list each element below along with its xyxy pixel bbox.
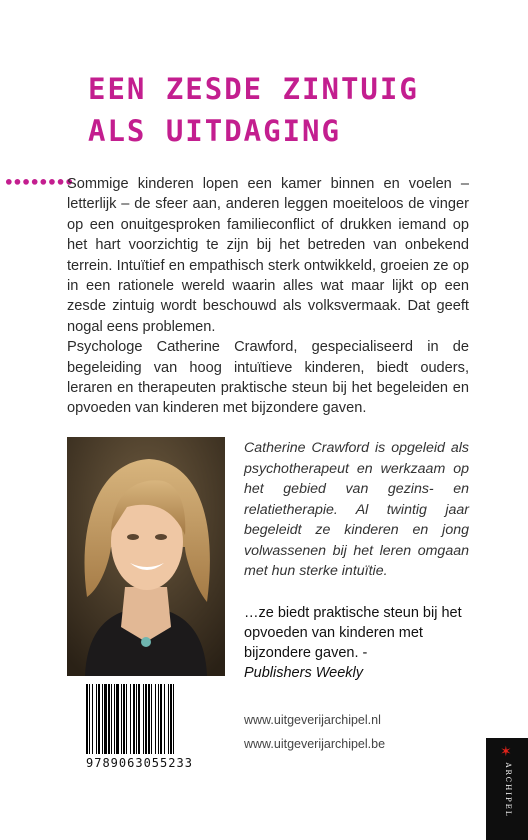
- barcode-bar: [164, 684, 165, 754]
- barcode-bar: [89, 684, 90, 754]
- barcode-bar: [143, 684, 144, 754]
- barcode-bar: [86, 684, 88, 754]
- barcode-bar: [133, 684, 135, 754]
- barcode-bar: [92, 684, 93, 754]
- review-quote: [244, 603, 469, 683]
- blurb: [67, 174, 469, 419]
- barcode-bar: [173, 684, 174, 754]
- barcode-bar: [104, 684, 107, 754]
- author-portrait-image: [67, 437, 225, 676]
- blurb-paragraph-1: Sommige kinderen lopen een kamer binnen en voelen – letterlijk – de sfeer aan, anderen leggen moeiteloos de vinger op een onuitgesproken familieconflict of drukken iemand op het hart voorzichtig te zijn bij het betreden van onbekend terrein. Intuïtief en empathisch sterk ontwikkeld, groeien ze op in een rationele wereld waarin alles wat maar lijkt op een zesde zintuig wordt beschouwd als volksvermaak. Dat geeft nogal eens problemen.: [67, 176, 469, 335]
- quote-source: Publishers Weekly: [244, 665, 364, 681]
- book-title: [88, 68, 419, 152]
- barcode-bar: [102, 684, 103, 754]
- url-be: www.uitgeverijarchipel.be: [244, 737, 386, 751]
- author-bio-text: Catherine Crawford is opgeleid als psychotherapeut en werkzaam op het gebied van gezins- en relatietherapie. Al twintig jaar begeleidt ze kinderen en jong volwassenen bij het leren omgaan met hun sterke intuïtie.: [244, 440, 469, 579]
- barcode-bar: [123, 684, 125, 754]
- barcode-bar: [98, 684, 100, 754]
- barcode-bar: [96, 684, 97, 754]
- url-nl: www.uitgeverijarchipel.nl: [244, 713, 381, 727]
- barcode-bar: [138, 684, 140, 754]
- title-line-2: ALS UITDAGING: [88, 114, 341, 148]
- barcode-bar: [116, 684, 119, 754]
- star-icon: ✶: [500, 743, 512, 759]
- quote-text: …ze biedt praktische steun bij het opvoeden van kinderen met bijzondere gaven. -: [244, 605, 462, 661]
- barcode-bar: [136, 684, 137, 754]
- dotted-marker: ••••••••: [4, 173, 74, 192]
- publisher-urls: [244, 708, 385, 756]
- barcode-bar: [170, 684, 172, 754]
- author-bio: [244, 438, 469, 582]
- barcode-bar: [160, 684, 162, 754]
- title-line-1: EEN ZESDE ZINTUIG: [88, 72, 419, 106]
- isbn-barcode: [82, 682, 232, 772]
- barcode-bar: [151, 684, 152, 754]
- barcode-bar: [111, 684, 112, 754]
- barcode-bar: [108, 684, 110, 754]
- barcode-bar: [168, 684, 169, 754]
- publisher-logo-strip: [486, 738, 528, 840]
- isbn-number: 9789063055233: [86, 756, 193, 770]
- barcode-bar: [145, 684, 147, 754]
- barcode-bar: [158, 684, 159, 754]
- blurb-paragraph-2: Psychologe Catherine Crawford, gespecialiseerd in de begeleiding van hoog intuïtieve kinderen, biedt ouders, leraren en therapeuten praktische steun bij het begeleiden en opvoeden van kinderen met bijzondere gaven.: [67, 339, 469, 417]
- barcode-bar: [126, 684, 127, 754]
- barcode-bar: [130, 684, 131, 754]
- barcode-bar: [114, 684, 115, 754]
- barcode-bar: [148, 684, 150, 754]
- barcode-bar: [121, 684, 122, 754]
- barcode-bar: [155, 684, 156, 754]
- author-photo: [67, 437, 225, 676]
- publisher-name: ARCHIPEL: [504, 762, 512, 818]
